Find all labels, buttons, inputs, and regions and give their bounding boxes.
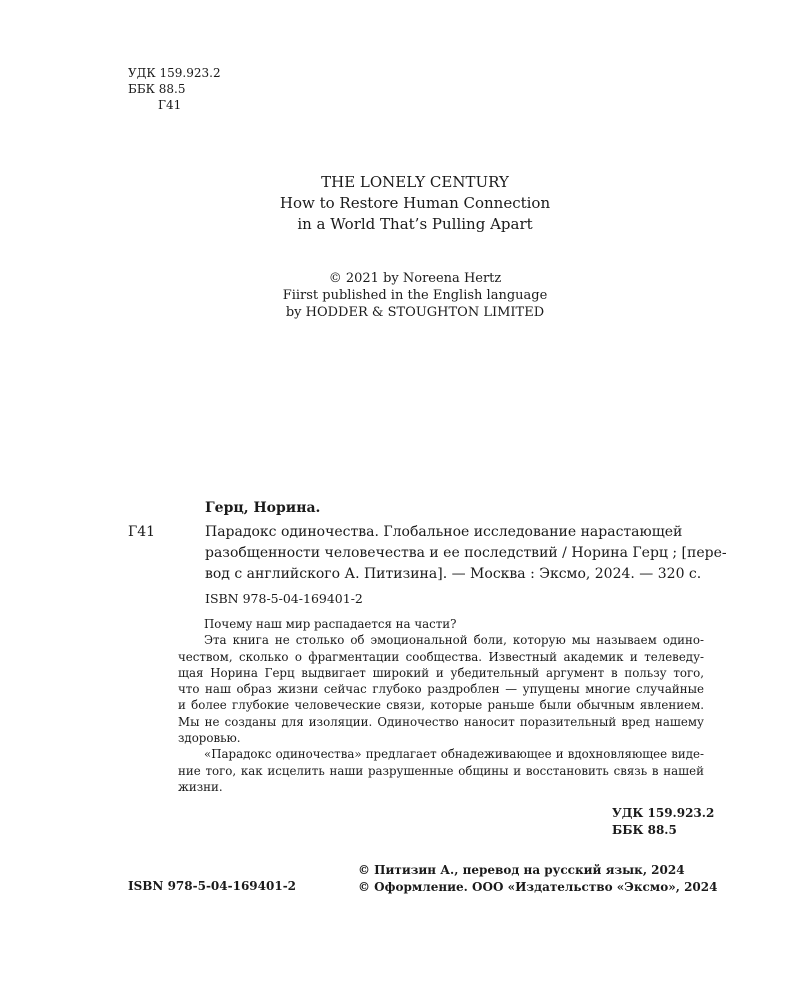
record-line2: разобщенности человечества и ее последствий / Норина Герц ; [пере- bbox=[205, 545, 727, 561]
classification-block-bottom bbox=[612, 805, 714, 839]
original-title: THE LONELY CENTURY bbox=[321, 173, 509, 191]
footer-isbn: ISBN 978-5-04-169401-2 bbox=[128, 879, 297, 893]
annotation-line: «Парадокс одиночества» предлагает обнадеживающее и вдохновляющее виде- bbox=[204, 747, 704, 762]
annotation-line: Мы не созданы для изоляции. Одиночество наносит поразительный вред нашему bbox=[178, 714, 704, 729]
record-author: Герц, Норина. bbox=[205, 500, 321, 516]
original-rights-block bbox=[0, 270, 800, 321]
annotation-line: чеством, сколько о фрагментации сообщества. Известный академик и телеведу- bbox=[178, 649, 704, 664]
published-line2: by HODDER & STOUGHTON LIMITED bbox=[285, 305, 545, 320]
record-line1: Парадокс одиночества. Глобальное исследование нарастающей bbox=[205, 524, 683, 540]
original-subtitle-line1: How to Restore Human Connection bbox=[279, 194, 551, 212]
annotation-line: Почему наш мир распадается на части? bbox=[204, 617, 457, 631]
annotation-line: Эта книга не столько об эмоциональной боли, которую мы называем одино- bbox=[204, 633, 704, 648]
copyright-translation: © Питизин А., перевод на русский язык, 2024 bbox=[358, 863, 685, 877]
annotation-line: здоровью. bbox=[178, 731, 241, 746]
original-copyright: © 2021 by Noreena Hertz bbox=[328, 271, 502, 286]
author-mark: Г41 bbox=[158, 98, 182, 112]
record-line3: вод с английского А. Питизина]. — Москва : Эксмо, 2024. — 320 с. bbox=[205, 566, 702, 582]
annotation-line: ние того, как исцелить наши разрушенные общины и восстановить связь в нашей bbox=[178, 763, 704, 778]
copyright-design: © Оформление. ООО «Издательство «Эксмо», 2024 bbox=[358, 880, 718, 894]
annotation bbox=[178, 616, 704, 795]
annotation-line: и более глубокие человеческие связи, которые раньше были обычным явлением. bbox=[178, 698, 704, 713]
udk-code-bottom: УДК 159.923.2 bbox=[612, 806, 715, 820]
original-subtitle-line2: in a World That’s Pulling Apart bbox=[297, 215, 533, 233]
record-author-mark: Г41 bbox=[128, 524, 156, 540]
record-description bbox=[205, 522, 727, 585]
bbk-code-bottom: ББК 88.5 bbox=[612, 823, 677, 837]
published-line1: Fiirst published in the English language bbox=[282, 288, 548, 303]
annotation-line: что наш образ жизни сейчас глубоко раздроблен — упущены многие случайные bbox=[178, 682, 704, 697]
footer-copyrights bbox=[358, 862, 717, 896]
classification-block-top bbox=[128, 65, 221, 113]
bbk-code: ББК 88.5 bbox=[128, 82, 186, 96]
annotation-line: жизни. bbox=[178, 779, 223, 794]
udk-code: УДК 159.923.2 bbox=[128, 66, 221, 80]
record-isbn: ISBN 978-5-04-169401-2 bbox=[205, 591, 363, 606]
annotation-line: щая Норина Герц выдвигает широкий и убедительный аргумент в пользу того, bbox=[178, 665, 704, 680]
